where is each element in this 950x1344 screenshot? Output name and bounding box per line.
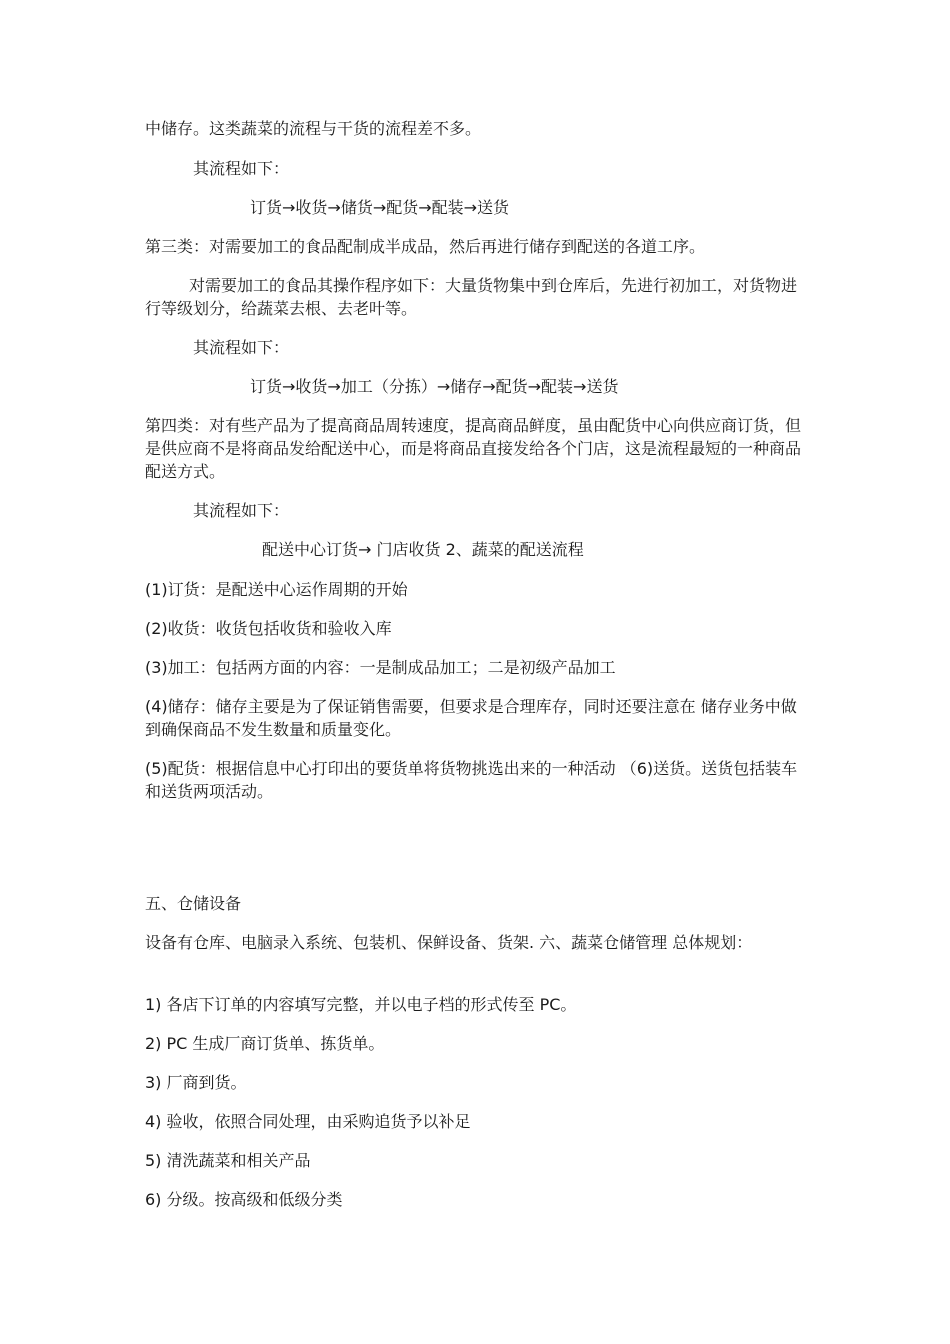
paragraph-flow-3: 配送中心订货→ 门店收货 2、蔬菜的配送流程 bbox=[262, 540, 584, 559]
section-heading-equipment: 五、仓储设备 bbox=[145, 894, 242, 913]
plan-item-5: 5) 清洗蔬菜和相关产品 bbox=[145, 1151, 311, 1170]
paragraph-flow-label-2: 其流程如下： bbox=[193, 338, 290, 357]
plan-item-1: 1) 各店下订单的内容填写完整，并以电子档的形式传至 PC。 bbox=[145, 995, 577, 1014]
paragraph-flow-2: 订货→收货→加工（分拣）→储存→配货→配装→送货 bbox=[250, 377, 619, 396]
paragraph-flow-1: 订货→收货→储货→配货→配装→送货 bbox=[250, 198, 510, 217]
list-item-ordering: (1)订货：是配送中心运作周期的开始 bbox=[145, 580, 408, 599]
plan-item-6: 6) 分级。按高级和低级分类 bbox=[145, 1190, 343, 1209]
list-item-picking: (5)配货：根据信息中心打印出的要货单将货物挑选出来的一种活动 （6)送货。送货包括装车和送货两项活动。 bbox=[145, 759, 798, 801]
paragraph-type-four: 第四类：对有些产品为了提高商品周转速度，提高商品鲜度，虽由配货中心向供应商订货，但是供应商不是将商品发给配送中心，而是将商品直接发给各个门店，这是流程最短的一种商品配送方式。 bbox=[145, 416, 802, 481]
list-item-receiving: (2)收货：收货包括收货和验收入库 bbox=[145, 619, 392, 638]
list-item-processing: (3)加工：包括两方面的内容：一是制成品加工；二是初级产品加工 bbox=[145, 658, 616, 677]
plan-item-3: 3) 厂商到货。 bbox=[145, 1073, 247, 1092]
plan-item-2: 2) PC 生成厂商订货单、拣货单。 bbox=[145, 1034, 385, 1053]
paragraph-processing-procedure: 对需要加工的食品其操作程序如下：大量货物集中到仓库后，先进行初加工，对货物进行等级划分，给蔬菜去根、去老叶等。 bbox=[145, 276, 798, 318]
paragraph-equipment: 设备有仓库、电脑录入系统、包装机、保鲜设备、货架. 六、蔬菜仓储管理 总体规划： bbox=[145, 933, 753, 952]
paragraph-flow-label-3: 其流程如下： bbox=[193, 501, 290, 520]
paragraph-type-three: 第三类：对需要加工的食品配制成半成品，然后再进行储存到配送的各道工序。 bbox=[145, 237, 706, 256]
paragraph-storage-continued: 中储存。这类蔬菜的流程与干货的流程差不多。 bbox=[145, 119, 482, 138]
plan-item-4: 4) 验收，依照合同处理，由采购追货予以补足 bbox=[145, 1112, 471, 1131]
paragraph-flow-label-1: 其流程如下： bbox=[193, 159, 290, 178]
list-item-storage: (4)储存：储存主要是为了保证销售需要，但要求是合理库存，同时还要注意在 储存业务中做到确保商品不发生数量和质量变化。 bbox=[145, 697, 797, 739]
